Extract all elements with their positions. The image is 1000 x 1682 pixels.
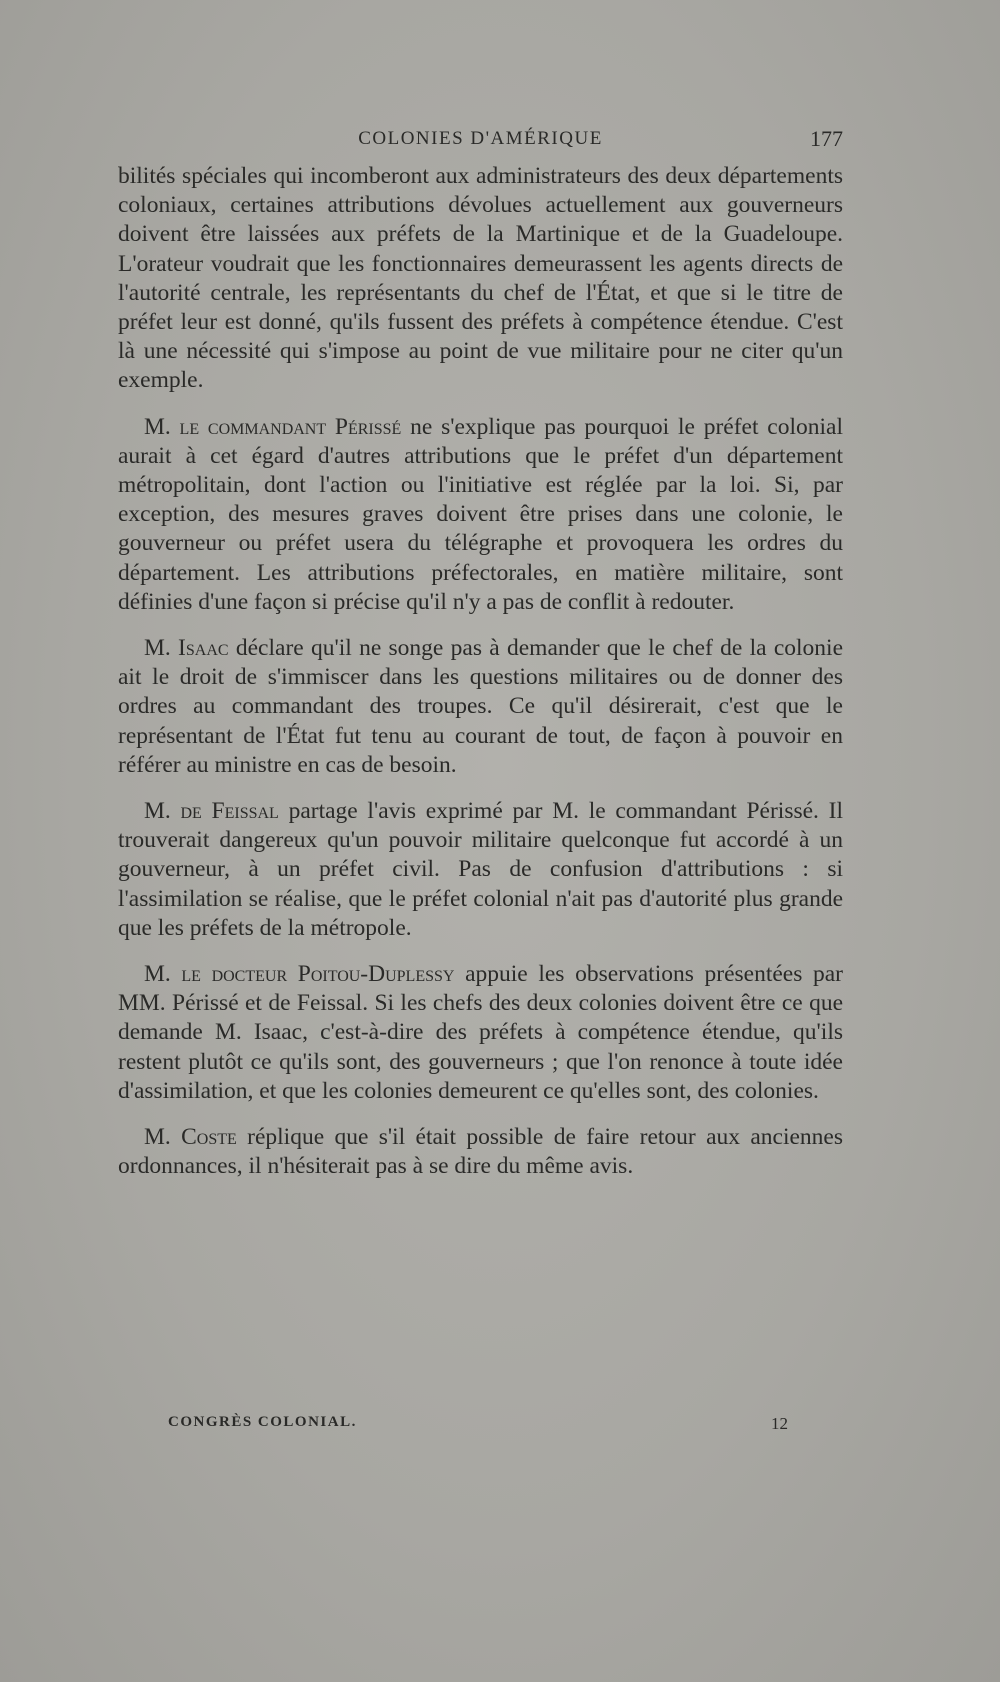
page-body xyxy=(118,162,843,1182)
speaker-name: M. Coste xyxy=(144,1124,237,1151)
signature-mark: 12 xyxy=(771,1414,788,1433)
footer-title: CONGRÈS COLONIAL. xyxy=(168,1414,357,1430)
paragraph-text: appuie les observations présentées par MM. Périssé et de Feissal. Si les chefs des deux colonies doivent être ce que demande M. Isaac, c'est-à-dire des préfets à compétence étendue, qu'ils restent plutôt ce qu'ils sont, des gouverneurs ; que l'on renonce à toute idée d'assimilation, et que les colonies demeurent ce qu'elles sont, des colonies. xyxy=(118,961,843,1104)
paragraph-feissal xyxy=(118,797,843,943)
running-title: COLONIES D'AMÉRIQUE xyxy=(358,128,603,149)
paragraph-coste xyxy=(118,1123,843,1181)
paragraph-text: ne s'explique pas pourquoi le préfet colonial aurait à cet égard d'autres attributions que le préfet d'un département métropolitain, dont l'action ou l'initiative est réglée par la loi. Si, par exception, des mesures graves doivent être prises dans une colonie, le gouverneur ou préfet usera du télégraphe et provoquera les ordres du département. Les attributions préfectorales, en matière militaire, sont définies d'une façon si précise qu'il n'y a pas de conflit à redouter. xyxy=(118,413,843,615)
paragraph-isaac xyxy=(118,634,843,780)
speaker-name: M. le commandant Périssé xyxy=(144,413,402,440)
paragraph-poitou-duplessy xyxy=(118,960,843,1106)
paragraph-text: partage l'avis exprimé par M. le commandant Périssé. Il trouverait dangereux qu'un pouvoir militaire quelconque fut accordé à un gouverneur, à un préfet civil. Pas de confusion d'attributions : si l'assimilation se réalise, que le préfet colonial n'ait pas d'autorité plus grande que les préfets de la métropole. xyxy=(118,798,843,941)
speaker-name: M. Isaac xyxy=(144,635,229,662)
page-footer xyxy=(168,1414,788,1438)
speaker-name: M. le docteur Poitou-Duplessy xyxy=(144,961,455,988)
running-head xyxy=(118,128,843,160)
paragraph-perisse xyxy=(118,413,843,617)
page-number: 177 xyxy=(810,126,843,151)
paragraph-text: bilités spéciales qui incomberont aux administrateurs des deux départements coloniaux, certaines attributions dévolues actuellement aux gouverneurs doivent être laissées aux préfets de la Martinique et de la Guadeloupe. L'orateur voudrait que les fonctionnaires demeurassent les agents directs de l'autorité centrale, les représentants du chef de l'État, et que si le titre de préfet leur est donné, qu'ils fussent des préfets à compétence étendue. C'est là une nécessité qui s'impose au point de vue militaire pour ne citer qu'un exemple. xyxy=(118,163,843,394)
paragraph-text: déclare qu'il ne songe pas à demander que le chef de la colonie ait le droit de s'immiscer dans les questions militaires ou de donner des ordres au commandant des troupes. Ce qu'il désirerait, c'est que le représentant de l'État fut tenu au courant de tout, de façon à pouvoir en référer au ministre en cas de besoin. xyxy=(118,635,843,778)
speaker-name: M. de Feissal xyxy=(144,798,279,825)
paragraph-continuation xyxy=(118,162,843,396)
paragraph-text: réplique que s'il était possible de faire retour aux anciennes ordonnances, il n'hésiterait pas à se dire du même avis. xyxy=(118,1124,843,1180)
